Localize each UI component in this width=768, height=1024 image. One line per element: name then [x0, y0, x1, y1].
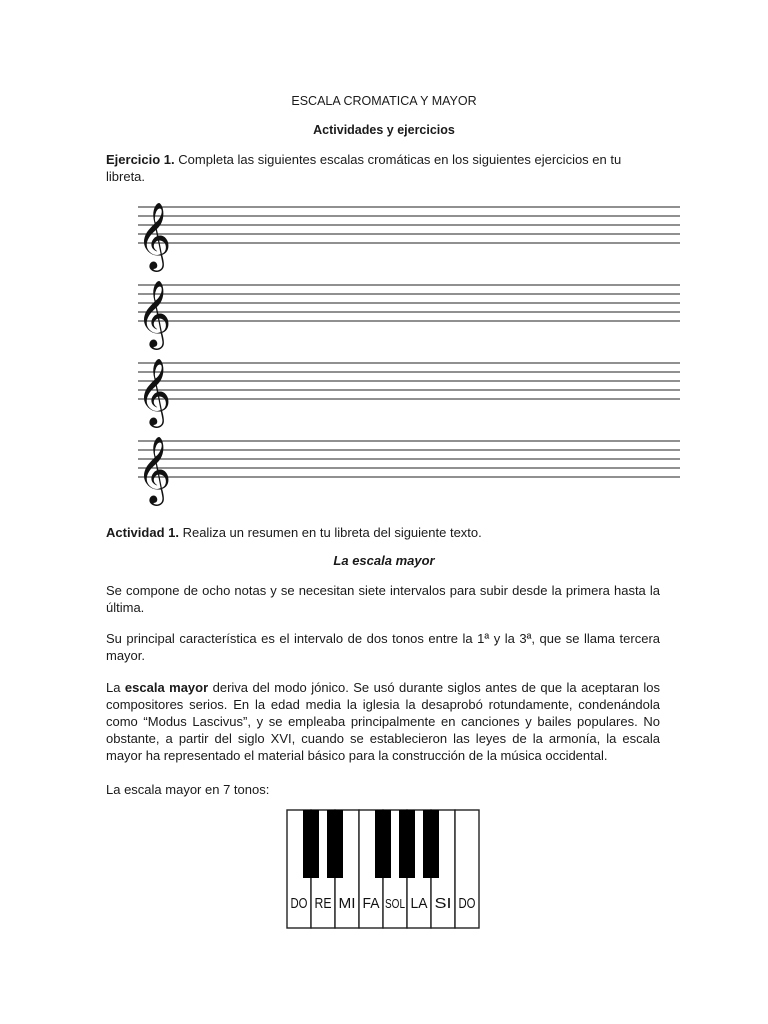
paragraph-3-post: deriva del modo jónico. Se usó durante siglos antes de que la aceptaran los compositores serios. En la edad media la iglesia la desaprobó rotundamente, condenándola como “Modus Lascivus”, y se empleaba principalmente en canciones y bailes populares. No obstante, a partir del siglo XVI, cuando se establecieron las leyes de la armonía, la escala mayor ha representado el material básico para la construcción de la música occidental.: [106, 680, 660, 763]
note-label: FA: [362, 895, 380, 912]
note-label: DO: [290, 895, 308, 912]
paragraph-4: La escala mayor en 7 tonos:: [106, 782, 270, 797]
paragraph-3: [106, 679, 660, 764]
activity-1: [106, 524, 660, 541]
paragraph-3-pre: La: [106, 680, 125, 695]
treble-clef-icon: 𝄞: [137, 279, 172, 347]
page-subtitle: Actividades y ejercicios: [313, 123, 455, 137]
music-staff: [137, 435, 680, 506]
treble-clef-icon: 𝄞: [137, 357, 172, 425]
exercise-1-text: Completa las siguientes escalas cromáticas en los siguientes ejercicios en tu libreta.: [106, 152, 622, 184]
music-staff: [137, 357, 680, 428]
paragraph-1: Se compone de ocho notas y se necesitan siete intervalos para subir desde la primera hasta la última.: [106, 583, 660, 615]
piano-black-key: [327, 810, 343, 878]
piano-black-key: [375, 810, 391, 878]
section-title: La escala mayor: [333, 553, 435, 568]
paragraph-3-bold: escala mayor: [124, 680, 209, 695]
paragraph-2: Su principal característica es el intervalo de dos tonos entre la 1ª y la 3ª, que se llama tercera mayor.: [106, 631, 660, 663]
treble-clef-icon: 𝄞: [137, 435, 172, 503]
music-staff: [137, 279, 680, 350]
music-staff: [137, 201, 680, 272]
note-label: MI: [338, 895, 356, 912]
note-label: SI: [434, 895, 452, 912]
piano-white-key: [455, 810, 479, 928]
exercise-1: [106, 151, 660, 185]
activity-1-label: Actividad 1.: [106, 525, 179, 540]
note-label: LA: [410, 895, 428, 912]
treble-clef-icon: 𝄞: [137, 201, 172, 269]
piano-keyboard: [281, 808, 487, 930]
note-label: DO: [458, 895, 476, 912]
piano-black-key: [399, 810, 415, 878]
note-label: RE: [314, 895, 332, 912]
note-label: SOL: [385, 896, 405, 911]
page-title: ESCALA CROMATICA Y MAYOR: [291, 94, 477, 108]
exercise-1-label: Ejercicio 1.: [106, 152, 175, 167]
piano-black-key: [303, 810, 319, 878]
activity-1-text: Realiza un resumen en tu libreta del siguiente texto.: [178, 525, 482, 540]
piano-black-key: [423, 810, 439, 878]
staves-figure: [130, 185, 682, 513]
